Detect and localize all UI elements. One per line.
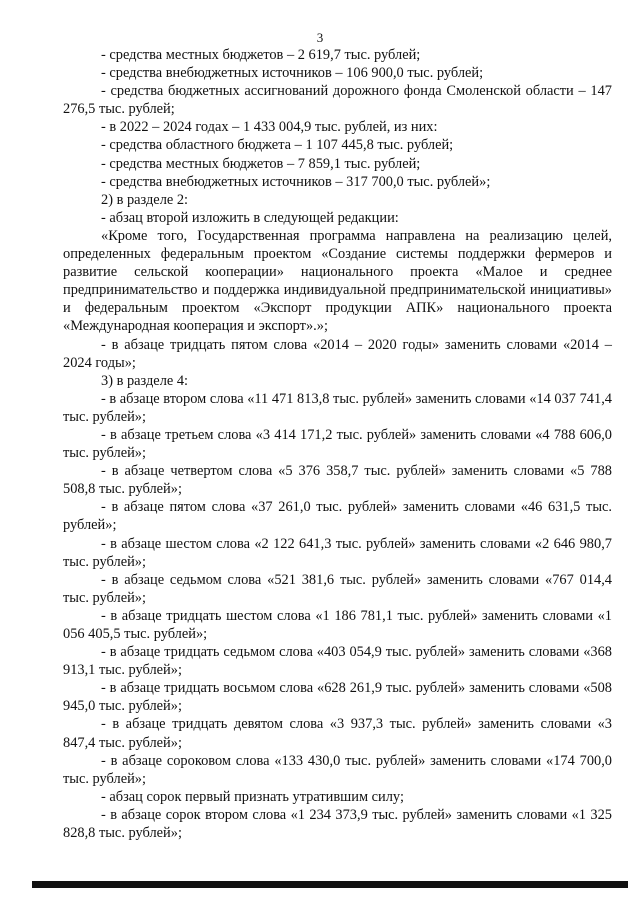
paragraph: «Кроме того, Государственная программа направлена на реализацию целей, определенных федеральным проектом «Создание системы поддержки фермеров и развитие сельской кооперации» национального проекта «Малое и среднее предпринимательство и поддержка индивидуальной предпринимательской инициативы» и федеральным проектом «Экспорт продукции АПК» национального проекта «Международная кооперация и экспорт».»; <box>63 227 612 335</box>
paragraph: - в абзаце втором слова «11 471 813,8 тыс. рублей» заменить словами «14 037 741,4 тыс. рублей»; <box>63 390 612 425</box>
paragraph: - в 2022 – 2024 годах – 1 433 004,9 тыс. рублей, из них: <box>101 119 438 136</box>
page-bottom-rule <box>32 881 628 888</box>
paragraph: - в абзаце тридцать шестом слова «1 186 781,1 тыс. рублей» заменить словами «1 056 405,5 тыс. рублей»; <box>63 607 612 642</box>
paragraph: - в абзаце третьем слова «3 414 171,2 тыс. рублей» заменить словами «4 788 606,0 тыс. рублей»; <box>63 426 612 462</box>
document-body <box>63 46 612 842</box>
paragraph: - средства местных бюджетов – 7 859,1 тыс. рублей; <box>101 155 421 172</box>
paragraph: - в абзаце тридцать восьмом слова «628 261,9 тыс. рублей» заменить словами «508 945,0 тыс. рублей»; <box>63 680 612 715</box>
paragraph: - в абзаце сорок втором слова «1 234 373,9 тыс. рублей» заменить словами «1 325 828,8 тыс. рублей»; <box>63 806 612 842</box>
paragraph: - в абзаце тридцать седьмом слова «403 054,9 тыс. рублей» заменить словами «368 913,1 тыс. рублей»; <box>63 644 612 679</box>
paragraph: - средства внебюджетных источников – 106 900,0 тыс. рублей; <box>101 65 484 82</box>
paragraph: - средства местных бюджетов – 2 619,7 тыс. рублей; <box>101 47 421 63</box>
paragraph: - в абзаце сороковом слова «133 430,0 тыс. рублей» заменить словами «174 700,0 тыс. рублей»; <box>63 752 612 787</box>
paragraph: - в абзаце пятом слова «37 261,0 тыс. рублей» заменить словами «46 631,5 тыс. рублей»; <box>63 499 612 534</box>
paragraph: - средства бюджетных ассигнований дорожного фонда Смоленской области – 147 276,5 тыс. рублей; <box>63 83 612 118</box>
page-number: 3 <box>316 30 324 45</box>
paragraph: - средства областного бюджета – 1 107 445,8 тыс. рублей; <box>101 137 454 154</box>
paragraph: - в абзаце четвертом слова «5 376 358,7 тыс. рублей» заменить словами «5 788 508,8 тыс. рублей»; <box>63 463 612 498</box>
paragraph: - в абзаце тридцать пятом слова «2014 – 2020 годы» заменить словами «2014 – 2024 годы»; <box>63 336 612 371</box>
paragraph: - в абзаце тридцать девятом слова «3 937,3 тыс. рублей» заменить словами «3 847,4 тыс. рублей»; <box>63 716 612 751</box>
paragraph: - в абзаце седьмом слова «521 381,6 тыс. рублей» заменить словами «767 014,4 тыс. рублей»; <box>63 571 612 606</box>
paragraph: - в абзаце шестом слова «2 122 641,3 тыс. рублей» заменить словами «2 646 980,7 тыс. рублей»; <box>63 535 612 570</box>
paragraph: - абзац второй изложить в следующей редакции: <box>101 209 399 226</box>
paragraph: - абзац сорок первый признать утратившим силу; <box>101 788 404 805</box>
paragraph: - средства внебюджетных источников – 317 700,0 тыс. рублей»; <box>101 173 491 190</box>
paragraph: 3) в разделе 4: <box>101 372 189 389</box>
paragraph: 2) в разделе 2: <box>101 191 189 208</box>
